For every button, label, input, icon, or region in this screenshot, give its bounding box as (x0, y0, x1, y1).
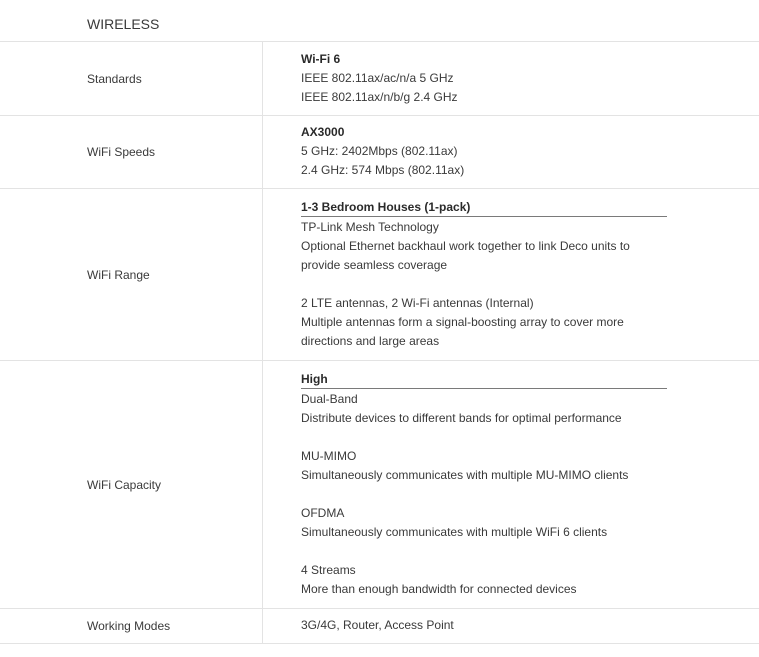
spec-heading: AX3000 (301, 125, 345, 139)
spec-heading: 1-3 Bedroom Houses (1-pack) (301, 198, 667, 217)
spec-line: IEEE 802.11ax/ac/n/a 5 GHz (301, 71, 454, 85)
spacer (301, 275, 759, 294)
spec-label: Working Modes (0, 609, 263, 643)
spec-line: IEEE 802.11ax/n/b/g 2.4 GHz (301, 90, 458, 104)
spec-line: Multiple antennas form a signal-boosting array to cover more directions and large areas (301, 315, 624, 348)
spec-line: TP-Link Mesh Technology (301, 220, 439, 234)
spec-line: Optional Ethernet backhaul work together to link Deco units to provide seamless coverage (301, 239, 630, 272)
spec-label: WiFi Range (0, 189, 263, 360)
spec-row-standards (0, 42, 759, 116)
spec-row-range (0, 189, 759, 361)
spec-row-capacity (0, 361, 759, 609)
spec-value (263, 609, 759, 643)
spec-line: Simultaneously communicates with multiple WiFi 6 clients (301, 525, 608, 539)
spec-heading: High (301, 370, 667, 389)
spacer (301, 485, 759, 504)
spec-value (263, 189, 759, 360)
spec-line: 4 Streams (301, 563, 356, 577)
spec-line: 3G/4G, Router, Access Point (301, 618, 454, 632)
spec-label: Standards (0, 42, 263, 115)
spec-line: OFDMA (301, 506, 345, 520)
spec-label: WiFi Capacity (0, 361, 263, 608)
spec-line: MU-MIMO (301, 449, 357, 463)
spec-heading: Wi-Fi 6 (301, 52, 341, 66)
spec-row-modes (0, 609, 759, 644)
spec-label: WiFi Speeds (0, 116, 263, 188)
spec-row-speeds (0, 116, 759, 189)
spec-value (263, 361, 759, 608)
spec-value (263, 116, 759, 188)
spec-line: Distribute devices to different bands for optimal performance (301, 411, 622, 425)
spacer (301, 542, 759, 561)
section-header: WIRELESS (0, 0, 759, 42)
spec-line: Dual-Band (301, 392, 358, 406)
spec-line: 2.4 GHz: 574 Mbps (802.11ax) (301, 163, 465, 177)
spec-value (263, 42, 759, 115)
spec-line: 5 GHz: 2402Mbps (802.11ax) (301, 144, 458, 158)
spec-line: More than enough bandwidth for connected devices (301, 582, 577, 596)
spacer (301, 428, 759, 447)
spec-line: 2 LTE antennas, 2 Wi-Fi antennas (Internal) (301, 296, 534, 310)
spec-line: Simultaneously communicates with multiple MU-MIMO clients (301, 468, 629, 482)
